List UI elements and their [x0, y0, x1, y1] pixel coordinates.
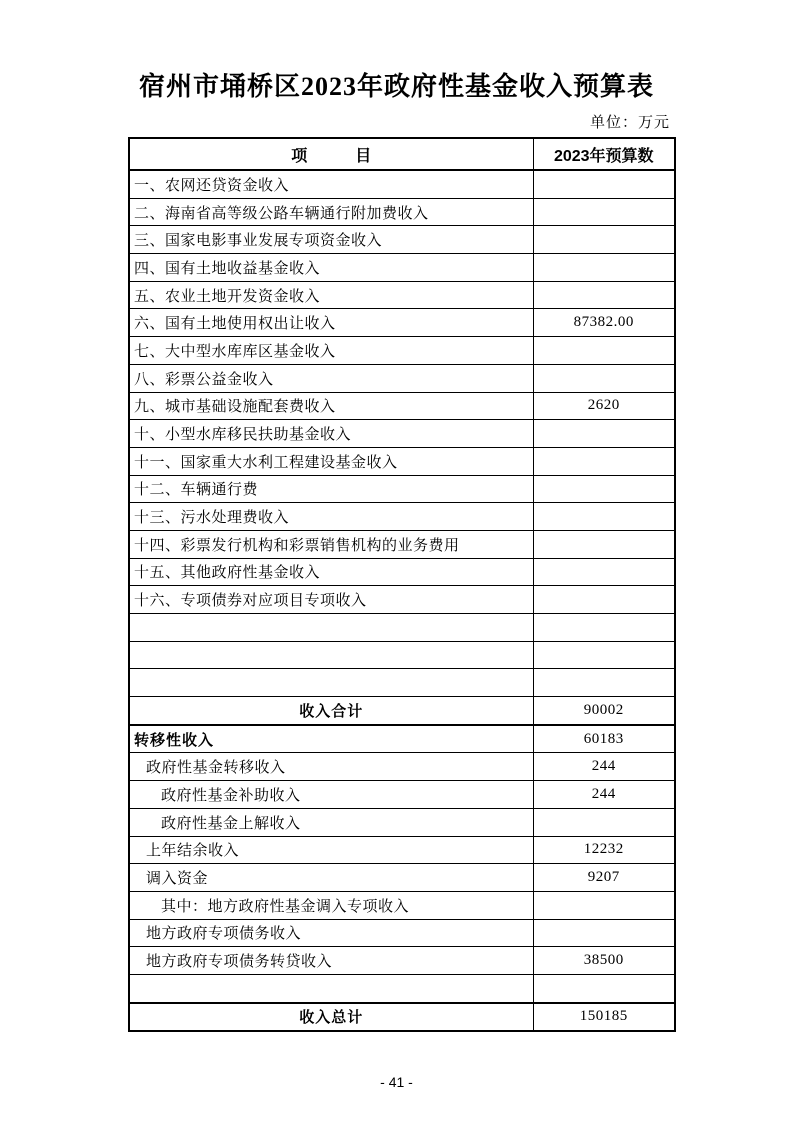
table-row	[129, 697, 675, 725]
value-cell: 150185	[533, 1003, 675, 1032]
value-cell: 9207	[533, 864, 675, 892]
page-title: 宿州市埇桥区2023年政府性基金收入预算表	[138, 72, 654, 101]
page-number: - 41 -	[380, 1074, 413, 1090]
item-cell: 十六、专项债券对应项目专项收入	[129, 586, 533, 614]
item-cell: 地方政府专项债务收入	[129, 919, 533, 947]
value-cell	[533, 919, 675, 947]
item-cell: 调入资金	[129, 864, 533, 892]
value-cell	[533, 447, 675, 475]
table-row	[129, 836, 675, 864]
item-cell	[129, 614, 533, 642]
value-cell: 12232	[533, 836, 675, 864]
table-row	[129, 198, 675, 226]
value-cell	[533, 337, 675, 365]
value-cell	[533, 891, 675, 919]
table-row	[129, 919, 675, 947]
value-cell	[533, 558, 675, 586]
table-row	[129, 420, 675, 448]
table-row	[129, 226, 675, 254]
unit-note: 单位：万元	[589, 115, 670, 131]
table-row	[129, 947, 675, 975]
table-row	[129, 1003, 675, 1032]
table-row	[129, 669, 675, 697]
budget-table	[128, 137, 676, 1032]
value-cell	[533, 808, 675, 836]
item-cell	[129, 669, 533, 697]
table-row	[129, 614, 675, 642]
value-cell	[533, 420, 675, 448]
item-cell: 收入总计	[129, 1003, 533, 1032]
item-cell: 十二、车辆通行费	[129, 475, 533, 503]
table-row	[129, 254, 675, 282]
table-row	[129, 891, 675, 919]
value-cell	[533, 475, 675, 503]
item-cell: 其中：地方政府性基金调入专项收入	[129, 891, 533, 919]
item-cell: 转移性收入	[129, 725, 533, 753]
item-cell: 三、国家电影事业发展专项资金收入	[129, 226, 533, 254]
value-cell: 244	[533, 781, 675, 809]
item-cell: 政府性基金上解收入	[129, 808, 533, 836]
table-body	[129, 170, 675, 1031]
value-cell	[533, 254, 675, 282]
table-row	[129, 641, 675, 669]
table-row	[129, 753, 675, 781]
table-row	[129, 808, 675, 836]
value-cell	[533, 974, 675, 1002]
table-row	[129, 337, 675, 365]
item-cell	[129, 641, 533, 669]
value-cell	[533, 669, 675, 697]
table-row	[129, 586, 675, 614]
value-cell	[533, 614, 675, 642]
item-cell: 五、农业土地开发资金收入	[129, 281, 533, 309]
item-cell: 政府性基金转移收入	[129, 753, 533, 781]
item-cell: 七、大中型水库库区基金收入	[129, 337, 533, 365]
item-cell: 十三、污水处理费收入	[129, 503, 533, 531]
table-row	[129, 364, 675, 392]
table-row	[129, 530, 675, 558]
item-cell: 六、国有土地使用权出让收入	[129, 309, 533, 337]
table-row	[129, 864, 675, 892]
table-row	[129, 781, 675, 809]
value-cell	[533, 364, 675, 392]
value-cell	[533, 281, 675, 309]
item-cell: 一、农网还贷资金收入	[129, 170, 533, 198]
table-row	[129, 447, 675, 475]
item-cell: 上年结余收入	[129, 836, 533, 864]
value-cell: 87382.00	[533, 309, 675, 337]
item-cell: 十四、彩票发行机构和彩票销售机构的业务费用	[129, 530, 533, 558]
item-cell: 九、城市基础设施配套费收入	[129, 392, 533, 420]
item-cell: 十一、国家重大水利工程建设基金收入	[129, 447, 533, 475]
item-cell: 地方政府专项债务转贷收入	[129, 947, 533, 975]
item-cell: 十、小型水库移民扶助基金收入	[129, 420, 533, 448]
value-cell	[533, 530, 675, 558]
value-cell: 244	[533, 753, 675, 781]
table-row	[129, 974, 675, 1002]
table-row	[129, 475, 675, 503]
column-header-value: 2023年预算数	[533, 138, 675, 170]
value-cell	[533, 198, 675, 226]
item-cell: 四、国有土地收益基金收入	[129, 254, 533, 282]
value-cell	[533, 226, 675, 254]
value-cell: 38500	[533, 947, 675, 975]
value-cell: 2620	[533, 392, 675, 420]
table-row	[129, 503, 675, 531]
table-row	[129, 309, 675, 337]
value-cell	[533, 170, 675, 198]
item-cell: 收入合计	[129, 697, 533, 725]
item-cell	[129, 974, 533, 1002]
value-cell: 60183	[533, 725, 675, 753]
table-row	[129, 170, 675, 198]
value-cell	[533, 641, 675, 669]
column-header-item: 项 目	[129, 138, 533, 170]
value-cell: 90002	[533, 697, 675, 725]
table-row	[129, 281, 675, 309]
value-cell	[533, 503, 675, 531]
item-cell: 八、彩票公益金收入	[129, 364, 533, 392]
table-row	[129, 558, 675, 586]
table-row	[129, 725, 675, 753]
item-cell: 政府性基金补助收入	[129, 781, 533, 809]
value-cell	[533, 586, 675, 614]
table-header-row	[129, 138, 675, 170]
table-row	[129, 392, 675, 420]
item-cell: 十五、其他政府性基金收入	[129, 558, 533, 586]
item-cell: 二、海南省高等级公路车辆通行附加费收入	[129, 198, 533, 226]
